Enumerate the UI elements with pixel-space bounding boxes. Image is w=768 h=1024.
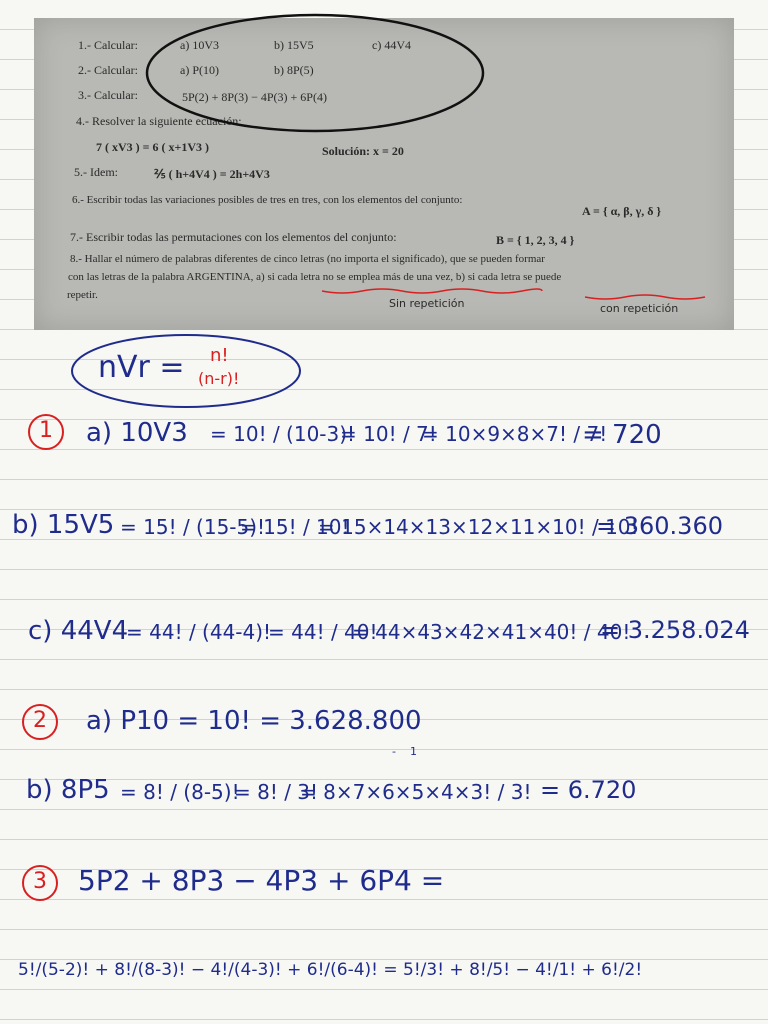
s2b-result: = 6.720 [540,776,637,804]
ex7-set: B = { 1, 2, 3, 4 } [496,233,575,247]
s1c-step1: = 44! / (44-4)! [126,620,272,644]
black-circle-mark [147,15,483,131]
ex6-set: A = { α, β, γ, δ } [582,204,662,218]
s1b-label: b) 15V5 [12,510,115,540]
formula-numerator: n! [210,345,229,366]
s1a-label: a) 10V3 [86,418,188,448]
s2a: a) P10 = 10! = 3.628.800 [86,706,422,736]
s1a-step1: = 10! / (10-3)! [210,422,356,446]
ex4-equation: 7 ( xV3 ) = 6 ( x+1V3 ) [96,140,209,154]
s1c-label: c) 44V4 [28,616,129,646]
s2b-label: b) 8P5 [26,775,110,805]
ex1-label: 1.- Calcular: [78,38,138,52]
ex5-equation: ⅖ ( h+4V4 ) = 2h+4V3 [154,167,270,181]
s2b-minus-ones: -1 [392,745,431,758]
note-sin-repeticion: Sin repetición [389,297,465,310]
ex6-text: 6.- Escribir todas las variaciones posibles de tres en tres, con los elementos del conjunto: [72,194,463,206]
ex8-line3: repetir. [67,289,98,301]
ex2-b: b) 8P(5) [274,63,314,77]
s1a-result: = 720 [582,420,662,450]
ex2-a: a) P(10) [180,63,219,77]
s1c-step3: = 44×43×42×41×40! / 40! [352,620,631,644]
marker-1: 1 [39,418,53,443]
marker-3: 3 [33,869,47,894]
s1b-step1: = 15! / (15-5)! [120,515,266,539]
ex1-b: b) 15V5 [274,38,314,52]
ex2-label: 2.- Calcular: [78,63,138,77]
s1b-step2: = 15! / 10! [240,515,350,539]
s1b-result: = 360.360 [596,512,723,540]
ex4-solution: Solución: x = 20 [322,144,404,158]
s2b-step3: = 8×7×6×5×4×3! / 3! [300,780,532,804]
ex1-a: a) 10V3 [180,38,219,52]
s1c-step2: = 44! / 40! [268,620,378,644]
note-con-repeticion: con repetición [600,302,679,315]
s1c-result: = 3.258.024 [600,616,750,644]
ex5-label: 5.- Idem: [74,165,118,179]
s3-expansion: 5!/(5-2)! + 8!/(8-3)! − 4!/(4-3)! + 6!/(6-4)! = 5!/3! + 8!/5! − 4!/1! + 6!/2! [18,960,643,980]
s2b-step1: = 8! / (8-5)! [120,780,240,804]
formula-denominator: (n-r)! [198,369,240,388]
s1a-step2: = 10! / 7! [340,422,437,446]
ex3-label: 3.- Calcular: [78,88,138,102]
marker-2: 2 [33,708,47,733]
ex7-text: 7.- Escribir todas las permutaciones con los elementos del conjunto: [70,230,397,244]
formula-lhs: nVr = [98,350,185,385]
s2b-step2: = 8! / 3! [234,780,319,804]
ex4-label: 4.- Resolver la siguiente ecuación: [76,114,242,128]
red-underline-b [585,295,705,299]
ex8-line1: 8.- Hallar el número de palabras diferentes de cinco letras (no importa el significado), que se pueden formar [70,253,545,265]
ex8-line2: con las letras de la palabra ARGENTINA, a) si cada letra no se emplea más de una vez, b) si cada letra se puede [68,271,562,283]
s3-expression: 5P2 + 8P3 − 4P3 + 6P4 = [78,864,445,897]
red-underline-a [322,289,542,293]
ex1-c: c) 44V4 [372,38,411,52]
s1a-step3: = 10×9×8×7! / 7! [422,422,608,446]
ex3-expr: 5P(2) + 8P(3) − 4P(3) + 6P(4) [182,90,327,104]
s1b-step3: = 15×14×13×12×11×10! / 10! [318,515,639,539]
